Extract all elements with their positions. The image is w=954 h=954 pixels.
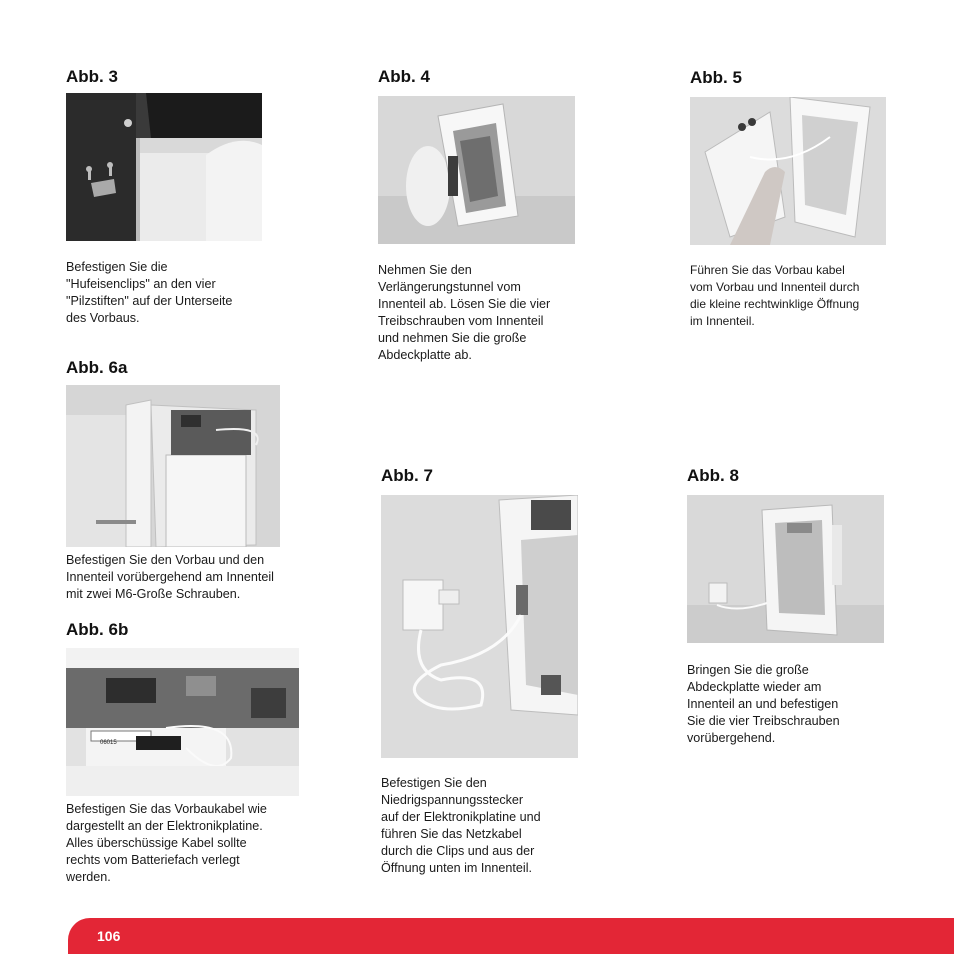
figure-3-photo (66, 93, 262, 241)
caption-line: Sie die vier Treibschrauben (687, 714, 840, 728)
figure-3-caption (66, 259, 232, 327)
caption-line: Treibschrauben vom Innenteil (378, 314, 544, 328)
figure-5-photo (690, 97, 886, 245)
caption-line: Abdeckplatte ab. (378, 348, 472, 362)
footer-bar (68, 918, 954, 954)
caption-line: im Innenteil. (690, 314, 755, 328)
caption-line: dargestellt an der Elektronikplatine. (66, 819, 263, 833)
photo-label: 06015 (100, 740, 117, 746)
caption-line: Abdeckplatte wieder am (687, 680, 822, 694)
caption-line: die kleine rechtwinklige Öffnung (690, 297, 860, 311)
caption-line: Bringen Sie die große (687, 663, 809, 677)
caption-line: Befestigen Sie die (66, 260, 168, 274)
figure-5-heading: Abb. 5 (690, 68, 742, 87)
figure-4-heading: Abb. 4 (378, 67, 430, 86)
caption-line: Öffnung unten im Innenteil. (381, 861, 532, 875)
caption-line: und nehmen Sie die große (378, 331, 527, 345)
caption-line: "Hufeisenclips" an den vier (66, 277, 216, 291)
caption-line: "Pilzstiften" auf der Unterseite (66, 294, 233, 308)
figure-3-heading: Abb. 3 (66, 67, 118, 86)
figure-6a-photo (66, 385, 280, 547)
figure-6b-photo (66, 648, 299, 796)
caption-line: Befestigen Sie den Vorbau und den (66, 553, 265, 567)
caption-line: Innenteil vorübergehend am Innenteil (66, 570, 274, 584)
caption-line: Alles überschüssige Kabel sollte (66, 836, 247, 850)
caption-line: Befestigen Sie den (381, 776, 487, 790)
caption-line: Nehmen Sie den (378, 263, 472, 277)
caption-line: vorübergehend. (687, 731, 776, 745)
figure-6a-caption (66, 552, 274, 603)
page-number: 106 (97, 928, 121, 944)
figure-7-caption (381, 775, 541, 877)
caption-line: Befestigen Sie das Vorbaukabel wie (66, 802, 267, 816)
caption-line: Führen Sie das Vorbau kabel (690, 263, 845, 277)
caption-line: auf der Elektronikplatine und (381, 810, 541, 824)
caption-line: Innenteil an und befestigen (687, 697, 839, 711)
figure-4-photo (378, 96, 575, 244)
figure-8-photo (687, 495, 884, 643)
figure-8-caption (687, 662, 840, 747)
figure-5-caption (690, 262, 859, 330)
caption-line: Niedrigspannungsstecker (381, 793, 524, 807)
caption-line: werden. (66, 870, 111, 884)
caption-line: Innenteil ab. Lösen Sie die vier (378, 297, 551, 311)
figure-4-caption (378, 262, 550, 364)
caption-line: mit zwei M6-Große Schrauben. (66, 587, 241, 601)
figure-8-heading: Abb. 8 (687, 466, 739, 485)
caption-line: des Vorbaus. (66, 311, 140, 325)
caption-line: rechts vom Batteriefach verlegt (66, 853, 240, 867)
figure-7-heading: Abb. 7 (381, 466, 433, 485)
figure-7-photo (381, 495, 578, 758)
figure-6a-heading: Abb. 6a (66, 358, 128, 377)
figure-6b-caption (66, 801, 267, 886)
figure-6b-heading: Abb. 6b (66, 620, 129, 639)
caption-line: durch die Clips und aus der (381, 844, 535, 858)
caption-line: vom Vorbau und Innenteil durch (690, 280, 860, 294)
caption-line: führen Sie das Netzkabel (381, 827, 522, 841)
caption-line: Verlängerungstunnel vom (378, 280, 521, 294)
